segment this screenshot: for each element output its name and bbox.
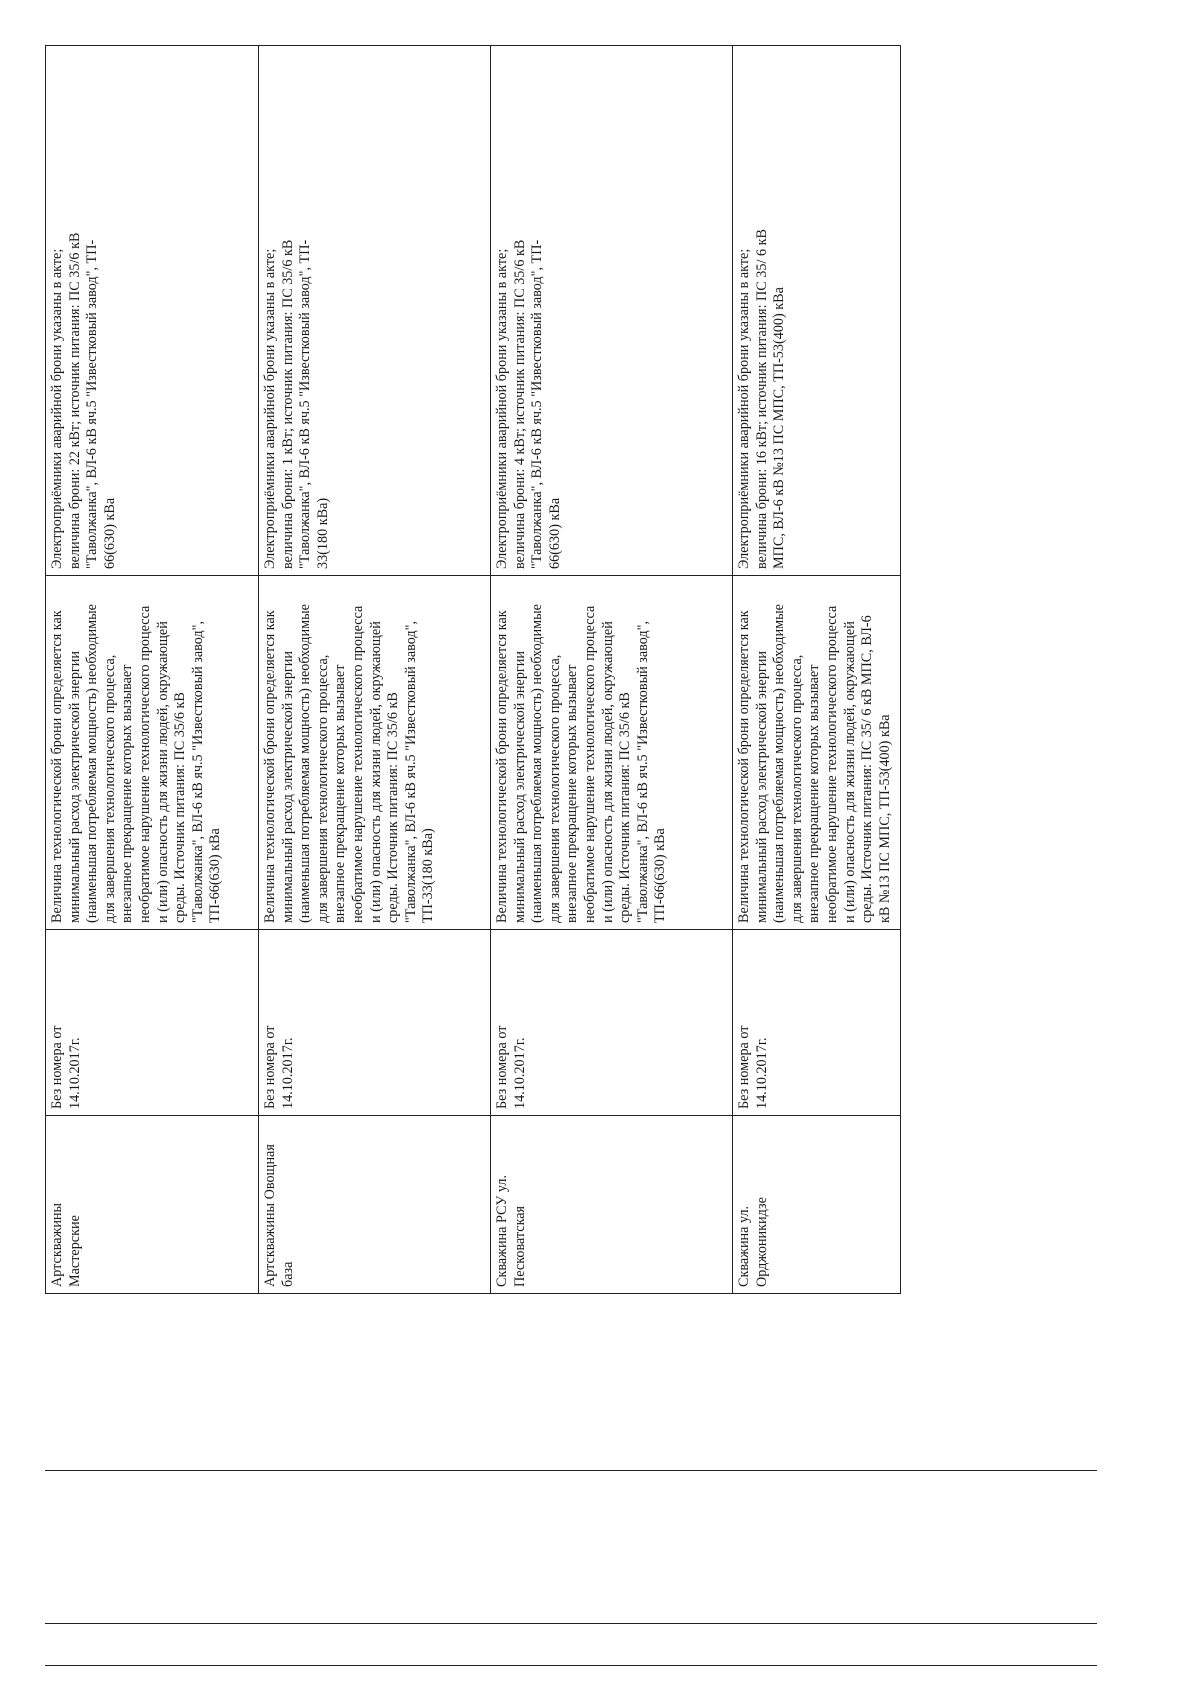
table-row: [491, 46, 733, 1294]
act-reference-cell: Без номера от 14.10.2017г.: [733, 930, 901, 1116]
horizontal-rule: [45, 1623, 1097, 1624]
emergency-reserve-cell: Электроприёмники аварийной брони указаны в акте; величина брони: 4 кВт; источник питания: ПС 35/6 кВ "Таволжанка", ВЛ-6 кВ яч.5 "Известковый завод", ТП- 66(630) кВа: [491, 46, 733, 576]
object-name-cell: Скважина РСУ ул. Песковатская: [491, 1116, 733, 1294]
technological-reserve-cell: Величина технологической брони определяется как минимальный расход электрической энергии (наименьшая потребляемая мощность) необходимые для завершения технологического процесса, внезапное прекращение которых вызывает необратимое нарушение технологического процесса и (или) опасность для жизни людей, окружающей среды. Источник питания: ПС 35/ 6 кВ МПС, ВЛ-6 кВ №13 ПС МПС, ТП-53(400) кВа: [733, 576, 901, 930]
object-name-cell: Артскважины Мастерские: [46, 1116, 259, 1294]
emergency-reserve-cell: Электроприёмники аварийной брони указаны в акте; величина брони: 16 кВт; источник питания: ПС 35/ 6 кВ МПС, ВЛ-6 кВ №13 ПС МПС, ТП-53(400) кВа: [733, 46, 901, 576]
emergency-reserve-cell: Электроприёмники аварийной брони указаны в акте; величина брони: 1 кВт; источник питания: ПС 35/6 кВ "Таволжанка", ВЛ-6 кВ яч.5 "Известковый завод", ТП- 33(180 кВа): [259, 46, 491, 576]
technological-reserve-cell: Величина технологической брони определяется как минимальный расход электрической энергии (наименьшая потребляемая мощность) необходимые для завершения технологического процесса, внезапное прекращение которых вызывает необратимое нарушение технологического процесса и (или) опасность для жизни людей, окружающей среды. Источник питания: ПС 35/6 кВ "Таволжанка", ВЛ-6 кВ яч.5 "Известковый завод", ТП-66(630) кВа: [491, 576, 733, 930]
table-row: [46, 46, 259, 1294]
act-reference-cell: Без номера от 14.10.2017г.: [46, 930, 259, 1116]
table-row: [259, 46, 491, 1294]
reserve-table: [45, 45, 901, 1294]
rotated-table-wrapper: [45, 46, 900, 1294]
horizontal-rule: [45, 1470, 1097, 1471]
object-name-cell: Скважина ул. Орджоникидзе: [733, 1116, 901, 1294]
technological-reserve-cell: Величина технологической брони определяется как минимальный расход электрической энергии (наименьшая потребляемая мощность) необходимые для завершения технологического процесса, внезапное прекращение которых вызывает необратимое нарушение технологического процесса и (или) опасность для жизни людей, окружающей среды. Источник питания: ПС 35/6 кВ "Таволжанка", ВЛ-6 кВ яч.5 "Известковый завод", ТП-66(630) кВа: [46, 576, 259, 930]
act-reference-cell: Без номера от 14.10.2017г.: [259, 930, 491, 1116]
act-reference-cell: Без номера от 14.10.2017г.: [491, 930, 733, 1116]
horizontal-rule: [45, 1665, 1097, 1666]
table-row: [733, 46, 901, 1294]
object-name-cell: Артскважины Овощная база: [259, 1116, 491, 1294]
emergency-reserve-cell: Электроприёмники аварийной брони указаны в акте; величина брони: 22 кВт; источник питания: ПС 35/6 кВ "Таволжанка", ВЛ-6 кВ яч.5 "Известковый завод", ТП- 66(630) кВа: [46, 46, 259, 576]
technological-reserve-cell: Величина технологической брони определяется как минимальный расход электрической энергии (наименьшая потребляемая мощность) необходимые для завершения технологического процесса, внезапное прекращение которых вызывает необратимое нарушение технологического процесса и (или) опасность для жизни людей, окружающей среды. Источник питания: ПС 35/6 кВ "Таволжанка", ВЛ-6 кВ яч.5 "Известковый завод", ТП-33(180 кВа): [259, 576, 491, 930]
